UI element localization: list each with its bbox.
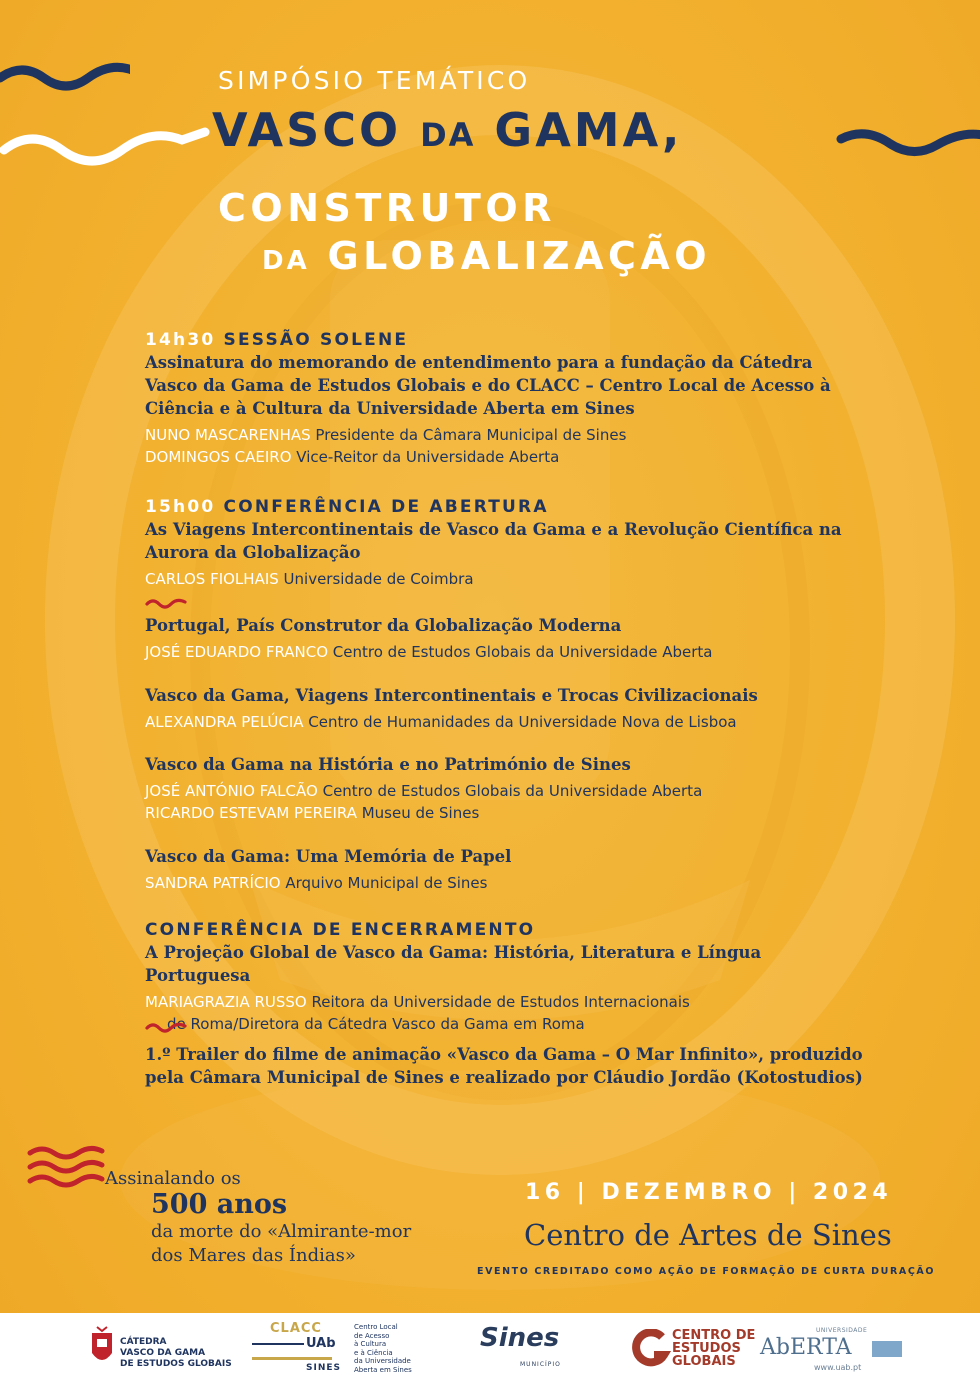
catedra-line: DE ESTUDOS GLOBAIS <box>120 1359 232 1369</box>
title-line-3 <box>262 234 711 278</box>
speaker-name: JOSÉ ANTÓNIO FALCÃO <box>145 782 318 800</box>
trailer-line-1: 1.º Trailer do filme de animação «Vasco da Gama – O Mar Infinito», produzido <box>145 1045 863 1064</box>
catedra-text <box>120 1337 232 1370</box>
title-vasco: VASCO <box>212 103 421 157</box>
trailer-line-2: pela Câmara Municipal de Sines e realizado por Cláudio Jordão (Kotostudios) <box>145 1068 863 1087</box>
session-solene <box>145 330 845 468</box>
clacc-desc-line: e à Ciência <box>354 1348 393 1357</box>
title-line-1 <box>212 103 683 157</box>
speaker <box>145 446 845 468</box>
subtitle: SIMPÓSIO TEMÁTICO <box>218 66 531 95</box>
session-header <box>145 497 845 517</box>
title-da-2: DA <box>262 246 310 276</box>
wave-navy-right-decoration <box>835 125 980 185</box>
session-title: CONFERÊNCIA DE ENCERRAMENTO <box>145 920 536 940</box>
catedra-line: VASCO DA GAMA <box>120 1348 206 1358</box>
ceg-line: GLOBAIS <box>672 1354 736 1369</box>
event-credit-note: EVENTO CREDITADO COMO AÇÃO DE FORMAÇÃO DE CURTA DURAÇÃO <box>477 1266 936 1277</box>
catedra-line: CÁTEDRA <box>120 1337 167 1347</box>
commemoration-line-1: Assinalando os <box>105 1168 241 1189</box>
speaker-role: Reitora da Universidade de Estudos Internacionais <box>306 993 690 1011</box>
trailer-note <box>145 1043 865 1089</box>
speaker-name: ALEXANDRA PELÚCIA <box>145 713 304 731</box>
event-date: 16 | DEZEMBRO | 2024 <box>525 1180 893 1205</box>
speaker-name: CARLOS FIOLHAIS <box>145 570 279 588</box>
speaker-role: Centro de Estudos Globais da Universidade Aberta <box>328 643 713 661</box>
speaker-role: Presidente da Câmara Municipal de Sines <box>310 426 627 444</box>
speaker-name: MARIAGRAZIA RUSSO <box>145 993 307 1011</box>
commemoration-block <box>105 1168 411 1268</box>
clacc-rule-gold <box>252 1357 332 1360</box>
ceg-text <box>672 1329 755 1368</box>
sines-wordmark: Sines <box>480 1323 560 1353</box>
talk-title: As Viagens Intercontinentais de Vasco da Gama e a Revolução Científica na Aurora da Globalização <box>145 520 842 562</box>
session-time: 14h30 <box>145 330 216 350</box>
session-time: 15h00 <box>145 497 216 517</box>
red-wave-divider-icon <box>145 596 189 610</box>
title-da: DA <box>420 116 476 154</box>
talk-title: Vasco da Gama na História e no Património de Sines <box>145 755 631 774</box>
speaker-role: Arquivo Municipal de Sines <box>280 874 488 892</box>
clacc-title: CLACC <box>270 1321 322 1336</box>
clacc-uab: UAb <box>306 1336 336 1351</box>
commemoration-line-4: dos Mares das Índias» <box>151 1245 356 1266</box>
clacc-desc-line: à Cultura <box>354 1340 387 1348</box>
footer-logos <box>0 1313 980 1386</box>
speaker-role: Vice-Reitor da Universidade Aberta <box>291 448 560 466</box>
ceg-line: CENTRO DE <box>672 1328 756 1343</box>
talk-portugal <box>145 614 845 663</box>
talk-title: Vasco da Gama, Viagens Intercontinentais e Trocas Civilizacionais <box>145 686 758 705</box>
ceg-logo <box>632 1328 756 1373</box>
clacc-desc-line: Aberta em Sines <box>354 1365 412 1374</box>
session-encerramento <box>145 920 865 1035</box>
speaker <box>145 991 865 1013</box>
session-title: CONFERÊNCIA DE ABERTURA <box>215 497 549 517</box>
red-triple-wave-icon <box>26 1143 106 1193</box>
speaker-role-continued: de Roma/Diretora da Cátedra Vasco da Gama em Roma <box>167 1015 585 1033</box>
talk-trocas <box>145 684 845 733</box>
clacc-desc-line: Centro Local <box>354 1323 398 1331</box>
talk-title: Vasco da Gama: Uma Memória de Papel <box>145 847 512 866</box>
speaker-name: JOSÉ EDUARDO FRANCO <box>145 643 329 661</box>
speaker <box>145 711 845 733</box>
speaker-role: Centro de Humanidades da Universidade Nova de Lisboa <box>303 713 737 731</box>
aberta-small: UNIVERSIDADE <box>816 1327 868 1334</box>
catedra-crest-icon <box>88 1325 116 1369</box>
aberta-wordmark: AbERTA <box>760 1335 852 1360</box>
session-abertura <box>145 497 845 590</box>
title-globalizacao: GLOBALIZAÇÃO <box>309 234 712 278</box>
talk-title: Portugal, País Construtor da Globalização Moderna <box>145 616 622 635</box>
speaker-role: Centro de Estudos Globais da Universidade Aberta <box>317 782 703 800</box>
talk-memoria <box>145 845 845 894</box>
talk-sines <box>145 753 845 824</box>
speaker <box>145 424 845 446</box>
speaker <box>145 568 845 590</box>
wave-white-left-decoration <box>0 110 210 180</box>
speaker-name: RICARDO ESTEVAM PEREIRA <box>145 804 357 822</box>
speaker <box>145 641 845 663</box>
catedra-logo <box>88 1325 232 1373</box>
clacc-desc-line: da Universidade <box>354 1357 411 1365</box>
talk-title: A Projeção Global de Vasco da Gama: História, Literatura e Língua Portuguesa <box>145 943 762 985</box>
event-venue: Centro de Artes de Sines <box>524 1218 892 1252</box>
speaker-role: Museu de Sines <box>356 804 480 822</box>
speaker <box>145 872 845 894</box>
speaker-name: SANDRA PATRÍCIO <box>145 874 281 892</box>
title-gama: GAMA, <box>475 103 683 157</box>
commemoration-years: 500 anos <box>151 1189 288 1220</box>
clacc-description <box>354 1323 412 1374</box>
speaker <box>145 780 845 802</box>
session-header <box>145 330 845 350</box>
red-wave-divider-icon <box>145 1020 189 1034</box>
aberta-url: www.uab.pt <box>814 1363 862 1372</box>
commemoration-line-3: da morte do «Almirante-mor <box>151 1221 412 1242</box>
sines-logo <box>480 1323 561 1368</box>
speaker-name: DOMINGOS CAEIRO <box>145 448 292 466</box>
session-title: SESSÃO SOLENE <box>215 330 409 350</box>
title-line-2: CONSTRUTOR <box>218 186 556 230</box>
sines-subtitle: MUNICÍPIO <box>520 1361 561 1368</box>
speaker-name: NUNO MASCARENHAS <box>145 426 311 444</box>
talk-title: Assinatura do memorando de entendimento para a fundação da Cátedra Vasco da Gama de Estudos Globais e do CLACC – Centro Local de Acesso à Ciência e à Cultura da Universidade Aberta em Sines <box>145 353 831 418</box>
clacc-sines: SINES <box>306 1363 341 1373</box>
speaker-role: Universidade de Coimbra <box>278 570 474 588</box>
clacc-rule <box>252 1343 304 1345</box>
ceg-g-icon <box>632 1329 672 1369</box>
speaker <box>145 802 845 824</box>
aberta-flag-icon <box>872 1341 902 1357</box>
clacc-desc-line: de Acesso <box>354 1331 390 1340</box>
ceg-line: ESTUDOS <box>672 1341 741 1356</box>
